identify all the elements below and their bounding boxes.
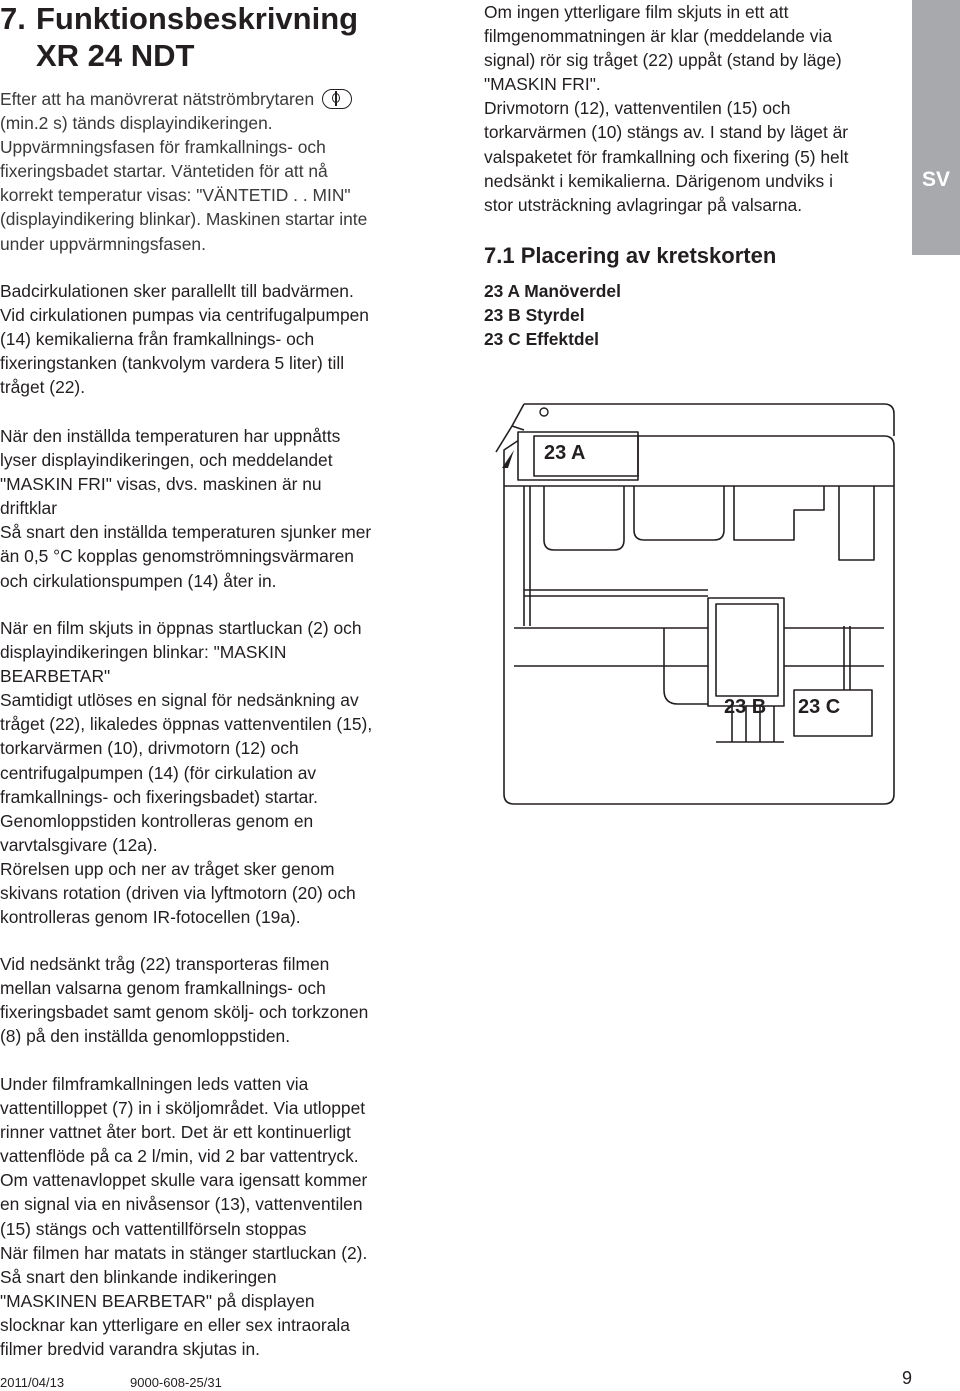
page-number: 9 — [901, 1368, 912, 1388]
list-item: 23 B Styrdel — [484, 305, 585, 326]
language-label: SV — [921, 168, 950, 191]
footer-document-number: 9000-608-25/31 — [130, 1375, 222, 1390]
title-line-2: XR 24 NDT — [36, 38, 195, 73]
intro-paragraph: Efter att ha manövrerat nätströmbrytaren (min.2 s) tänds displayindikeringen. Uppvärmningsfasen för framkallnings- och fixeringsbadet startar. Väntetiden för att nå korrekt temperatur visas: "VÄNTETID . . MIN" (displayindikering blinkar). Maskinen startar inte under uppvärmningsfasen. — [0, 89, 368, 254]
page-title — [0, 0, 440, 74]
list-item: 23 A Manöverdel — [484, 281, 621, 301]
section-number: 7. — [0, 1, 26, 36]
list-item: 23 C Effektdel — [484, 329, 600, 350]
label-23c: 23 C — [798, 696, 841, 718]
title-line-1: Funktionsbeskrivning — [36, 1, 359, 36]
water-paragraph: Under filmframkallningen leds vatten via vattentilloppet (7) in i sköljområdet. Via utloppet rinner vattnet åter bort. Det är ett kontinuerligt vattenflöde på ca 2 l/min, vid 2 bar vattentryck. Om vattenavloppet skulle vara igensatt kommer en signal via en nivåsensor (13), vattenventilen (15) stängs och vattentillförseln stoppas När filmen har matats in stänger startluckan (2). Så snart den blinkande indikeringen "MASKINEN BEARBETAR" på displayen slocknar kan ytterligare en eller sex intraorala filmer bredvid varandra skjutas in. — [0, 1074, 368, 1360]
intro-line: Efter att ha manövrerat nätströmbrytaren — [0, 89, 315, 109]
ready-paragraph: När den inställda temperaturen har uppnåtts lyser displayindikeringen, och meddelandet "MASKIN FRI" visas, dvs. maskinen är nu driftklar Så snart den inställda temperaturen sjunker mer än 0,5 °C kopplas genomströmningsvärmaren och cirkulationspumpen (14) åter in. — [0, 426, 372, 591]
footer-date: 2011/04/13 — [0, 1375, 65, 1390]
circulation-paragraph: Badcirkulationen sker parallellt till badvärmen. Vid cirkulationen pumpas via centrifugalpumpen (14) kemikalierna från framkallnings- och fixeringstanken (tankvolym vardera 5 liter) till tråget (22). — [0, 281, 369, 398]
film-in-paragraph: När en film skjuts in öppnas startluckan (2) och displayindikeringen blinkar: "MASKIN BEARBETAR" Samtidigt utlöses en signal för nedsänkning av tråget (22), likaledes öppnas vattenventilen (15), torkarvärmen (10), drivmotorn (12) och centrifugalpumpen (14) (för cirkulation av framkallnings- och fixeringsbadet) startar. Genomloppstiden kontrolleras genom en varvtalsgivare (12a). Rörelsen upp och ner av tråget sker genom skivans rotation (driven via lyftmotorn (20) och kontrolleras genom IR-fotocellen (19a). — [0, 618, 373, 928]
standby-paragraph: Om ingen ytterligare film skjuts in ett att filmgenommatningen är klar (meddelande via signal) rör sig tråget (22) uppåt (stand by läge) "MASKIN FRI". Drivmotorn (12), vattenventilen (15) och torkarvärmen (10) stängs av. I stand by läget är valspaketet för framkallning och fixering (5) helt nedsänkt i kemikalierna. Därigenom undviks i stor utsträckning avlagringar på valsarna. — [484, 2, 849, 215]
page-footer — [0, 1368, 920, 1391]
machine-diagram — [484, 390, 904, 810]
power-switch-icon — [322, 89, 352, 109]
mounting-hole — [540, 408, 548, 416]
circuit-card-list — [484, 279, 621, 351]
label-23a: 23 A — [544, 442, 586, 464]
label-23b: 23 B — [724, 696, 767, 718]
section-heading: 7.1 Placering av kretskorten — [484, 243, 777, 268]
transport-paragraph: Vid nedsänkt tråg (22) transporteras filmen mellan valsarna genom framkallnings- och fixeringsbadet samt genom skölj- och torkzonen (8) på den inställda genomloppstiden. — [0, 954, 369, 1047]
language-tab — [912, 0, 960, 255]
